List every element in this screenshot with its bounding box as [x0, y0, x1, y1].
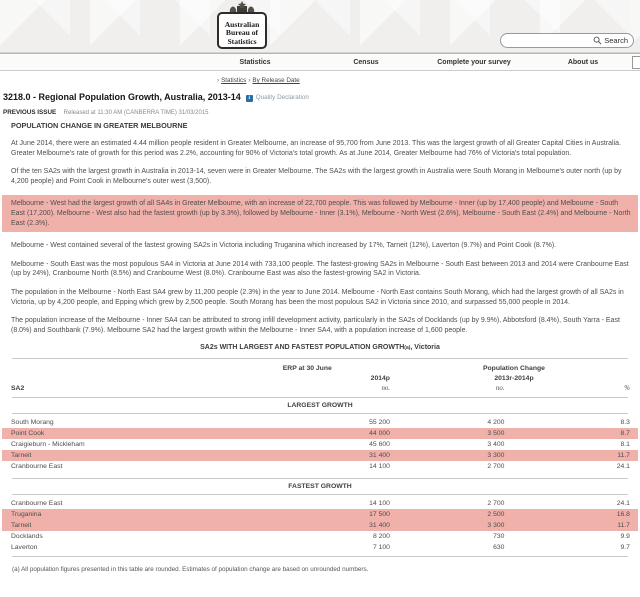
col-group-erp: ERP at 30 June [282, 364, 332, 372]
section-header-largest-growth: LARGEST GROWTH [287, 402, 353, 410]
cell-erp-2014p: 31 400 [369, 452, 390, 460]
article-paragraph-1: At June 2014, there were an estimated 4.44 million people resident in Greater Melbourne, an increase of 95,700 from June 2013. This was the largest growth of all Greater Capital Cities in Australia. Greater Melbourne's rate of growth for this period was 2.2%, accounting for 90% of Victoria's total growth. As at June 2014, Greater Melbourne had 76% of Victoria's total population. [11, 140, 621, 157]
quality-declaration-icon[interactable]: i [246, 95, 253, 102]
cell-erp-2014p: 31 400 [369, 522, 390, 530]
cell-change-no: 2 500 [487, 511, 505, 519]
col-unit-change-no: no. [495, 384, 505, 392]
col-unit-erp-no: no. [381, 384, 390, 392]
cell-erp-2014p: 45 600 [369, 441, 390, 449]
table-title: SA2s WITH LARGEST AND FASTEST POPULATION GROWTH(a), Victoria [200, 344, 440, 352]
cell-change-no: 3 300 [487, 452, 505, 460]
site-header [0, 0, 640, 53]
abs-logo[interactable] [217, 12, 267, 49]
cell-sa2-name: Craigieburn - Mickleham [11, 441, 85, 449]
cell-change-no: 3 300 [487, 522, 505, 530]
cell-erp-2014p: 14 100 [369, 463, 390, 471]
article-paragraphs [2, 139, 638, 335]
table-unit-header-row [2, 383, 638, 393]
nav-item-complete-your-survey[interactable]: Complete your survey [437, 59, 511, 66]
table-title-footnote-marker: (a) [404, 345, 411, 352]
breadcrumb [215, 77, 300, 84]
cell-sa2-name: Cranbourne East [11, 500, 63, 508]
breadcrumb-separator: › [248, 77, 251, 84]
cell-change-percent: 16.8 [616, 511, 630, 519]
population-growth-table [2, 344, 638, 573]
cell-erp-2014p: 14 100 [369, 500, 390, 508]
nav-item-about-us[interactable]: About us [567, 59, 599, 66]
col-sub-2014p: 2014p [370, 374, 390, 382]
logo-line-3: Statistics [227, 36, 257, 46]
table-row [2, 428, 638, 439]
col-unit-percent: % [624, 384, 630, 392]
table-row [2, 417, 638, 428]
cell-change-percent: 9.7 [620, 544, 630, 552]
breadcrumb-separator: › [217, 77, 220, 84]
main-nav [0, 53, 640, 71]
cell-change-percent: 9.9 [620, 533, 630, 541]
nav-item-statistics[interactable]: Statistics [239, 59, 271, 66]
search-icon [593, 36, 602, 45]
table-row [2, 461, 638, 472]
table-row [2, 439, 638, 450]
logo-line-2: Bureau of [225, 28, 259, 38]
previous-issue-label: PREVIOUS ISSUE [3, 109, 57, 116]
table-row [2, 531, 638, 542]
cell-change-percent: 11.7 [617, 452, 630, 460]
article-content [2, 121, 638, 573]
cell-change-percent: 11.7 [617, 522, 630, 530]
cell-change-no: 4 200 [487, 419, 505, 427]
section-header-fastest-growth: FASTEST GROWTH [288, 483, 352, 491]
quality-declaration-link[interactable]: Quality Declaration [255, 94, 309, 101]
page-title: 3218.0 - Regional Population Growth, Australia, 2013-14 [3, 92, 241, 102]
table-row [2, 520, 638, 531]
cell-change-percent: 8.3 [620, 419, 630, 427]
cell-sa2-name: South Morang [11, 419, 54, 427]
cell-change-no: 3 400 [487, 441, 505, 449]
nav-edge-box [632, 56, 640, 69]
breadcrumb-link-by-release-date[interactable]: By Release Date [252, 77, 300, 84]
table-footnote: (a) All population figures presented in this table are rounded. Estimates of population change are based on unrounded numbers. [12, 566, 369, 574]
article-paragraph-5: Melbourne - South East was the most populous SA4 in Victoria at June 2014 with 733,100 people. The fastest-growing SA2s in Melbourne - South East between 2013 and 2014 were Cranbourne East (up by 24%), Cranbourne North (8.5%) and Cranbourne West (8.0%). Cranbourne East was also the fastest-growing SA2 in Victoria. [11, 260, 629, 278]
table-body [2, 397, 638, 553]
article-heading: POPULATION CHANGE IN GREATER MELBOURNE [11, 121, 188, 130]
cell-sa2-name: Point Cook [11, 430, 45, 438]
table-row [2, 509, 638, 520]
cell-sa2-name: Cranbourne East [11, 463, 63, 471]
article-paragraph-3: Melbourne - West had the largest growth of all SA4s in Greater Melbourne, with an increase of 22,700 people. This was followed by Melbourne - Inner (up by 17,400 people) and Melbourne - South East (17,200). Melbourne - West also had the fastest growth (up by 3.3%), followed by Melbourne - Inner (3.1%), Melbourne - North West (2.6%), Melbourne - South East (2.4%) and Melbourne - North East (2.3%). [2, 195, 638, 232]
nav-item-census[interactable]: Census [353, 59, 379, 66]
cell-erp-2014p: 55 200 [369, 419, 390, 427]
article-paragraph-2: Of the ten SA2s with the largest growth in Australia in 2013-14, seven were in Greater Melbourne. The SA2s with the largest growth in Australia were South Morang in Melbourne's outer north (up by 4,200 people) and Point Cook in Melbourne's outer west (3,500). [11, 168, 622, 185]
cell-erp-2014p: 8 200 [372, 533, 390, 541]
article-paragraph-4: Melbourne - West contained several of the fastest growing SA2s in Victoria including Truganina which increased by 17%, Tarneit (12%), Laverton (9.7%) and Point Cook (8.7%). [11, 242, 557, 250]
col-group-population-change: Population Change [483, 364, 545, 372]
cell-erp-2014p: 44 000 [369, 430, 390, 438]
cell-sa2-name: Laverton [11, 544, 38, 552]
cell-sa2-name: Docklands [11, 533, 43, 541]
cell-erp-2014p: 17 500 [369, 511, 390, 519]
cell-change-no: 3 500 [487, 430, 505, 438]
cell-change-no: 2 700 [487, 500, 505, 508]
cell-change-percent: 8.1 [620, 441, 630, 449]
cell-change-no: 2 700 [487, 463, 505, 471]
cell-sa2-name: Truganina [11, 511, 42, 519]
search-button[interactable]: Search [604, 36, 628, 45]
table-row [2, 450, 638, 461]
table-bottom-rule [12, 556, 628, 557]
released-timestamp: Released at 11:30 AM (CANBERRA TIME) 31/03/2015 [63, 110, 209, 116]
table-subheader-row [2, 373, 638, 383]
cell-change-percent: 8.7 [620, 430, 630, 438]
search-input[interactable] [500, 33, 634, 48]
cell-change-percent: 24.1 [616, 500, 630, 508]
article-paragraph-6: The population in the Melbourne - North East SA4 grew by 11,200 people (2.3%) in the year to June 2014. Melbourne - North East contains South Morang, which had the largest growth of all SA2s in Victoria, up by 4,200 people, and Epping which grew by 2,500 people. South Morang has been the most populous SA2 in Victoria since 2010, and surpassed 55,000 people in 2014. [11, 288, 624, 306]
cell-sa2-name: Tarneit [11, 452, 32, 460]
table-group-header-row [2, 363, 638, 373]
table-row [2, 542, 638, 553]
col-header-sa2: SA2 [11, 384, 25, 392]
cell-change-percent: 24.1 [616, 463, 630, 471]
article-paragraph-7: The population increase of the Melbourne - Inner SA4 can be attributed to strong infill development activity, particularly in the SA2s of Docklands (up by 9.9%), Abbotsford (8.4%), South Yarra - East (8.0%) and Southbank (7.9%). Melbourne SA2 had the largest growth within the Melbourne - Inner SA4, with a population increase of 1,600 people. [11, 317, 620, 334]
cell-erp-2014p: 7 100 [372, 544, 390, 552]
col-sub-2013r-2014p: 2013r-2014p [494, 374, 534, 382]
cell-change-no: 730 [493, 533, 505, 541]
cell-sa2-name: Tarneit [11, 522, 32, 530]
table-row [2, 498, 638, 509]
logo-line-1: Australian [224, 20, 260, 29]
cell-change-no: 630 [493, 544, 505, 552]
breadcrumb-link-statistics[interactable]: Statistics [221, 77, 247, 84]
